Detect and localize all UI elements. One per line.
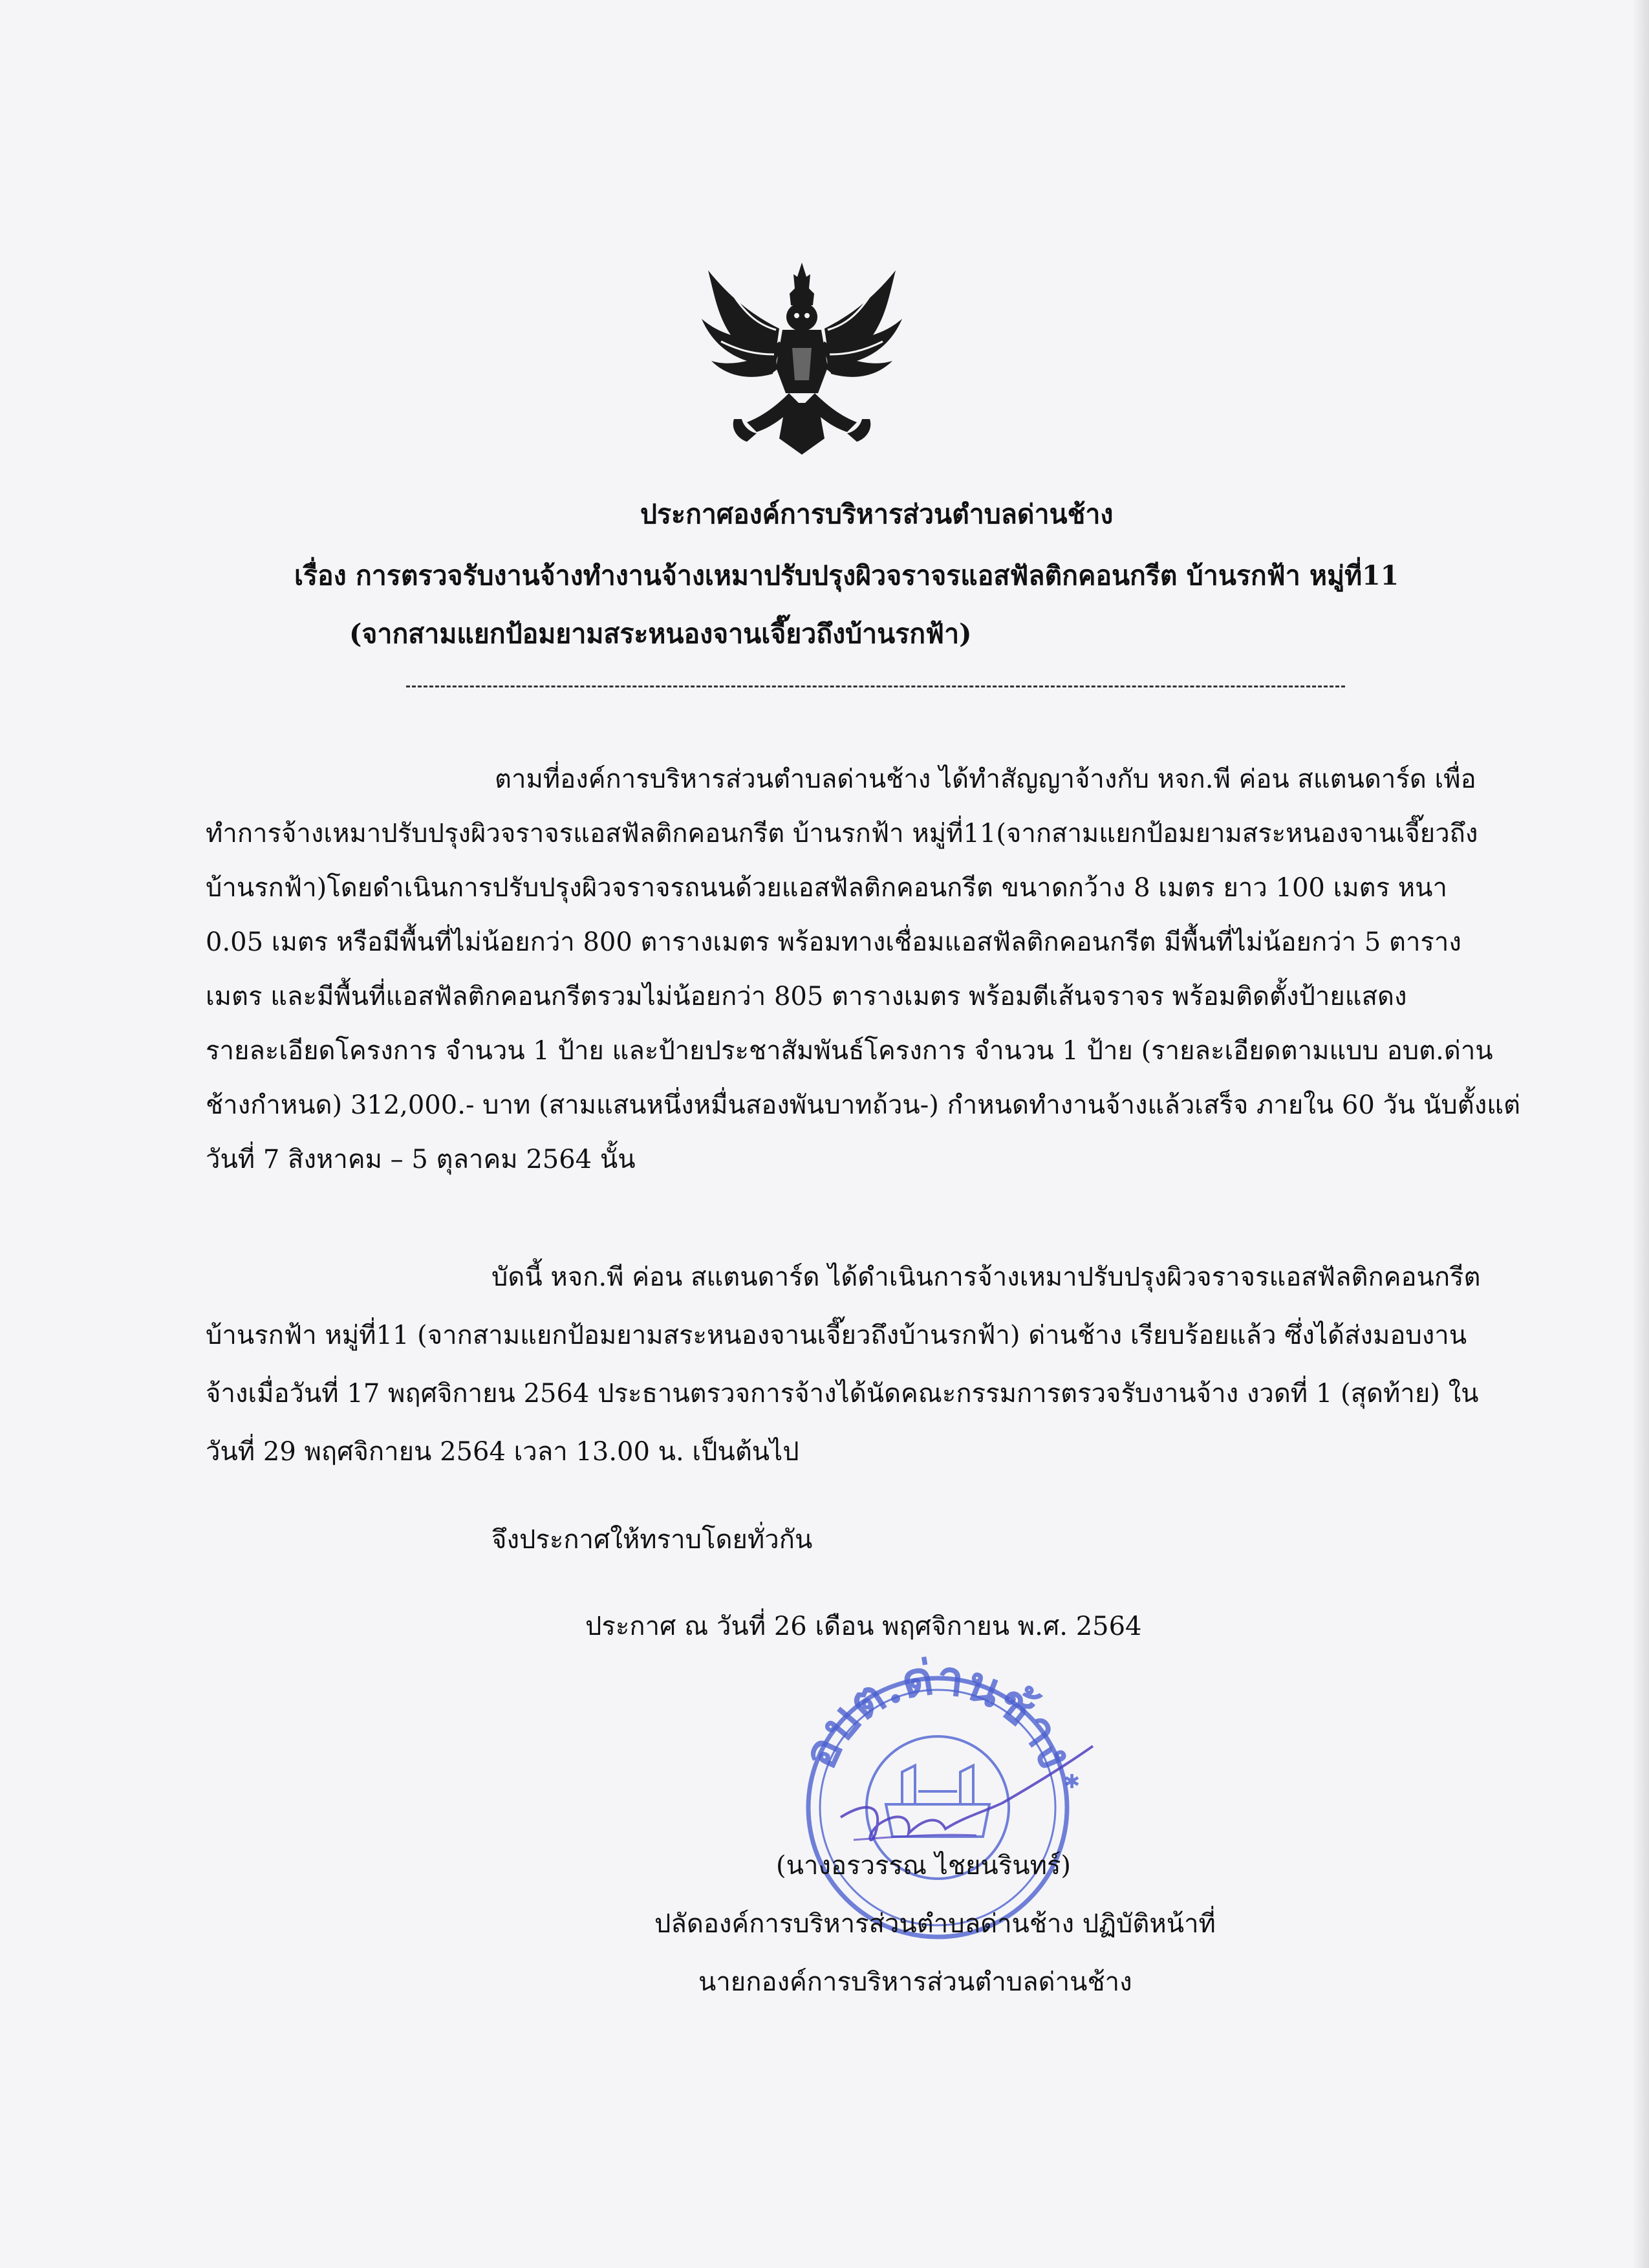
paragraph1-line: รายละเอียดโครงการ จำนวน 1 ป้าย และป้ายประชาสัมพันธ์โครงการ จำนวน 1 ป้าย (รายละเอียดตามแบบ อบต.ด่าน — [206, 1036, 1493, 1066]
closing-text: จึงประกาศให้ทราบโดยทั่วกัน — [491, 1525, 813, 1555]
paragraph1-line: บ้านรกฟ้า)โดยดำเนินการปรับปรุงผิวจราจรถนนด้วยแอสฟัลติกคอนกรีต ขนาดกว้าง 8 เมตร ยาว 100 เมตร หนา — [206, 873, 1447, 903]
paragraph2-line: วันที่ 29 พฤศจิกายน 2564 เวลา 13.00 น. เป็นต้นไป — [206, 1437, 799, 1467]
garuda-emblem-icon — [695, 257, 909, 464]
paragraph1-line: 0.05 เมตร หรือมีพื้นที่ไม่น้อยกว่า 800 ตารางเมตร พร้อมทางเชื่อมแอสฟัลติกคอนกรีต มีพื้นที่ไม่น้อยกว่า 5 ตาราง — [206, 927, 1461, 957]
page-edge-shadow — [1632, 0, 1649, 2268]
paragraph1-line: ทำการจ้างเหมาปรับปรุงผิวจราจรแอสฟัลติกคอนกรีต บ้านรกฟ้า หมู่ที่11(จากสามแยกป้อมยามสระหนองจานเจี๊ยวถึง — [206, 819, 1478, 848]
dashed-divider — [406, 686, 1345, 687]
paragraph2-line: จ้างเมื่อวันที่ 17 พฤศจิกายน 2564 ประธานตรวจการจ้างได้นัดคณะกรรมการตรวจรับงานจ้าง งวดที่ 1 (สุดท้าย) ใน — [206, 1379, 1479, 1409]
official-stamp — [770, 1643, 1106, 1947]
stamp-text: อบต.ด่านช้าง — [792, 1650, 1084, 1777]
svg-text:✱: ✱ — [1064, 1771, 1081, 1793]
paragraph1-line: ตามที่องค์การบริหารส่วนตำบลด่านช้าง ได้ทำสัญญาจ้างกับ หจก.พี ค่อน สแตนดาร์ด เพื่อ — [495, 764, 1476, 794]
signatory-position-line2: นายกองค์การบริหารส่วนตำบลด่านช้าง — [698, 1967, 1132, 1997]
date-line: ประกาศ ณ วันที่ 26 เดือน พฤศจิกายน พ.ศ. 2564 — [585, 1612, 1142, 1641]
paragraph2-line: บัดนี้ หจก.พี ค่อน สแตนดาร์ด ได้ดำเนินการจ้างเหมาปรับปรุงผิวจราจรแอสฟัลติกคอนกรีต — [491, 1262, 1481, 1292]
announcement-title: ประกาศองค์การบริหารส่วนตำบลด่านช้าง — [640, 499, 1114, 530]
paragraph2-line: บ้านรกฟ้า หมู่ที่11 (จากสามแยกป้อมยามสระหนองจานเจี๊ยวถึงบ้านรกฟ้า) ด่านช้าง เรียบร้อยแล้ว ซึ่งได้ส่งมอบงาน — [206, 1321, 1467, 1350]
signatory-name: (นางอรวรรณ ไชยนรินทร์) — [776, 1851, 1072, 1881]
announcement-subject: เรื่อง การตรวจรับงานจ้างทำงานจ้างเหมาปรับปรุงผิวจราจรแอสฟัลติกคอนกรีต บ้านรกฟ้า หมู่ที่11 — [294, 560, 1399, 591]
paragraph1-line: เมตร และมีพื้นที่แอสฟัลติกคอนกรีตรวมไม่น้อยกว่า 805 ตารางเมตร พร้อมตีเส้นจราจร พร้อมติดตั้งป้ายแสดง — [206, 982, 1407, 1011]
announcement-subject-continued: (จากสามแยกป้อมยามสระหนองจานเจี๊ยวถึงบ้านรกฟ้า) — [349, 618, 972, 649]
paragraph1-line: วันที่ 7 สิงหาคม – 5 ตุลาคม 2564 นั้น — [206, 1145, 636, 1174]
signatory-position-line1: ปลัดองค์การบริหารส่วนตำบลด่านช้าง ปฏิบัติหน้าที่ — [654, 1909, 1216, 1939]
paragraph1-line: ช้างกำหนด) 312,000.- บาท (สามแสนหนึ่งหมื่นสองพันบาทถ้วน-) กำหนดทำงานจ้างแล้วเสร็จ ภายใน 60 วัน นับตั้งแต่ — [206, 1090, 1521, 1120]
svg-text:อบต.ด่านช้าง — [792, 1650, 1084, 1777]
